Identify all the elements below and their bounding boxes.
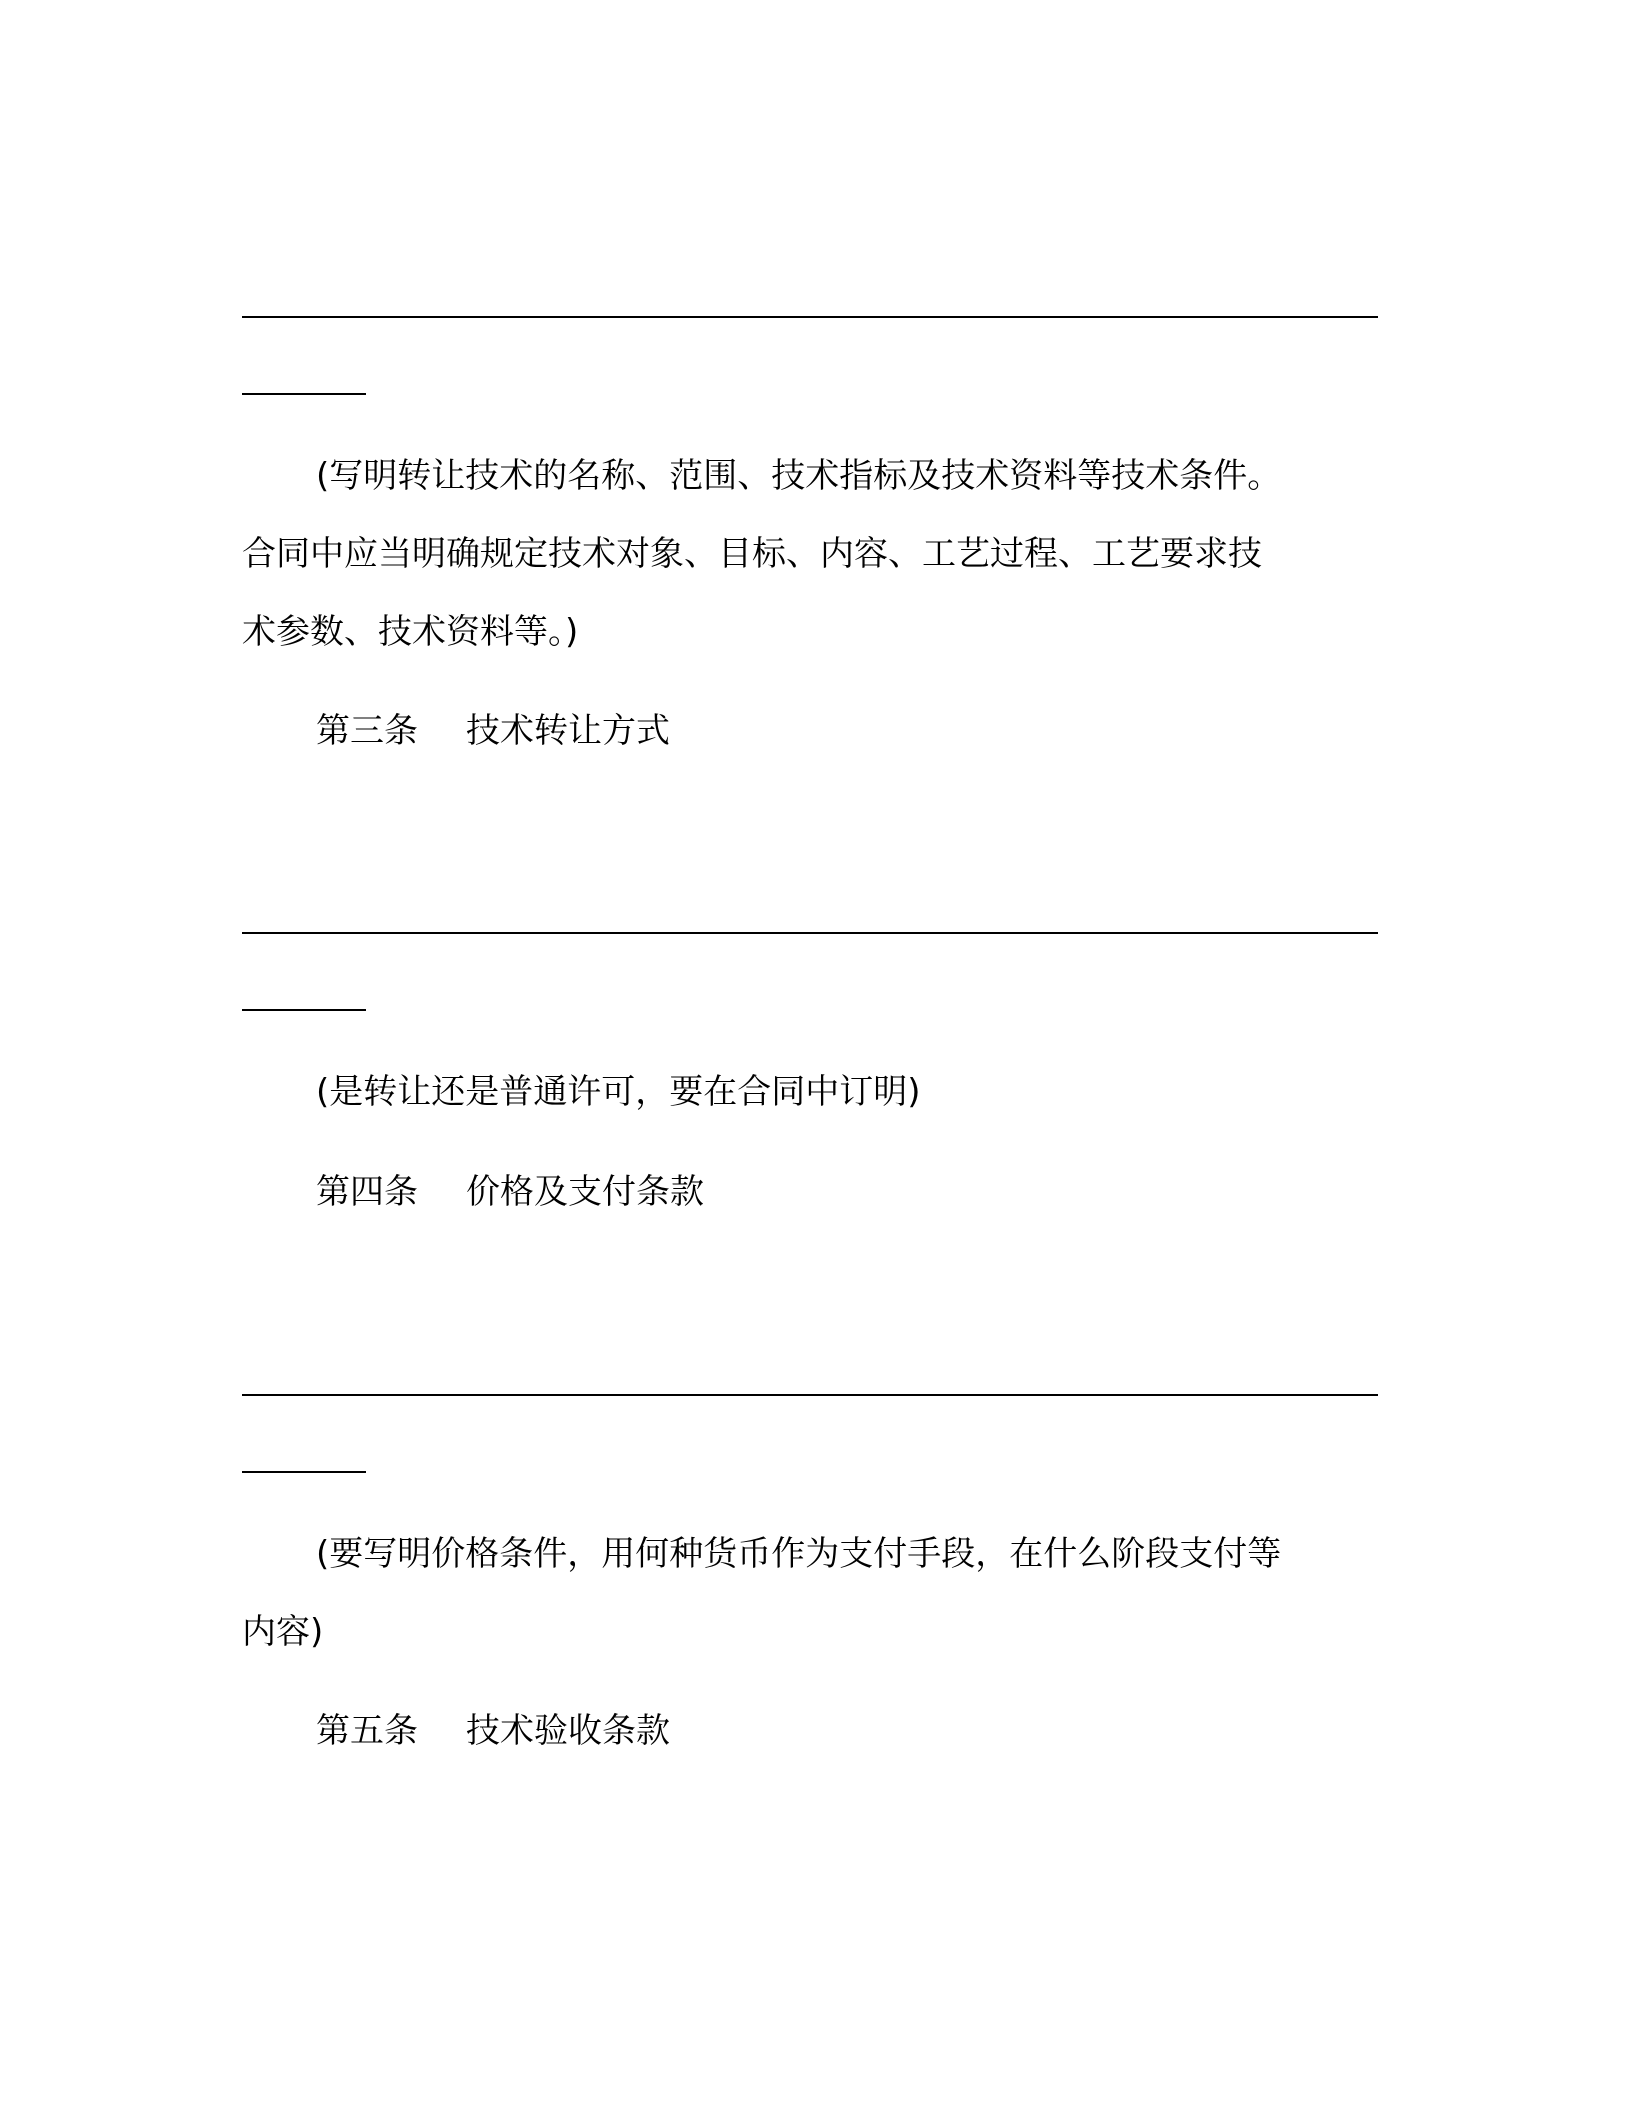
clause-number: 第四条	[316, 1172, 418, 1212]
note-technology-conditions	[242, 437, 1382, 671]
note-line: 合同中应当明确规定技术对象、目标、内容、工艺过程、工艺要求技	[242, 534, 1262, 574]
note-line: 术参数、技术资料等。)	[242, 612, 579, 652]
note-line: (是转让还是普通许可，要在合同中订明)	[316, 1072, 921, 1112]
clause-number: 第三条	[316, 711, 418, 751]
blank-fill-line-continuation	[242, 393, 366, 395]
clause-title: 价格及支付条款	[466, 1172, 704, 1212]
clause-heading	[316, 692, 670, 770]
note-line: (要写明价格条件，用何种货币作为支付手段，在什么阶段支付等	[316, 1534, 1282, 1574]
blank-fill-line	[242, 932, 1378, 934]
note-transfer-mode	[242, 1053, 1382, 1131]
blank-fill-line	[242, 316, 1378, 318]
note-price-payment	[242, 1515, 1382, 1671]
note-line: 内容)	[242, 1612, 324, 1652]
note-line: (写明转让技术的名称、范围、技术指标及技术资料等技术条件。	[316, 456, 1282, 496]
clause-number: 第五条	[316, 1711, 418, 1751]
clause-heading	[316, 1153, 704, 1231]
clause-title: 技术验收条款	[466, 1711, 670, 1751]
clause-heading	[316, 1692, 670, 1770]
blank-fill-line	[242, 1394, 1378, 1396]
blank-fill-line-continuation	[242, 1009, 366, 1011]
blank-fill-line-continuation	[242, 1471, 366, 1473]
clause-title: 技术转让方式	[466, 711, 670, 751]
